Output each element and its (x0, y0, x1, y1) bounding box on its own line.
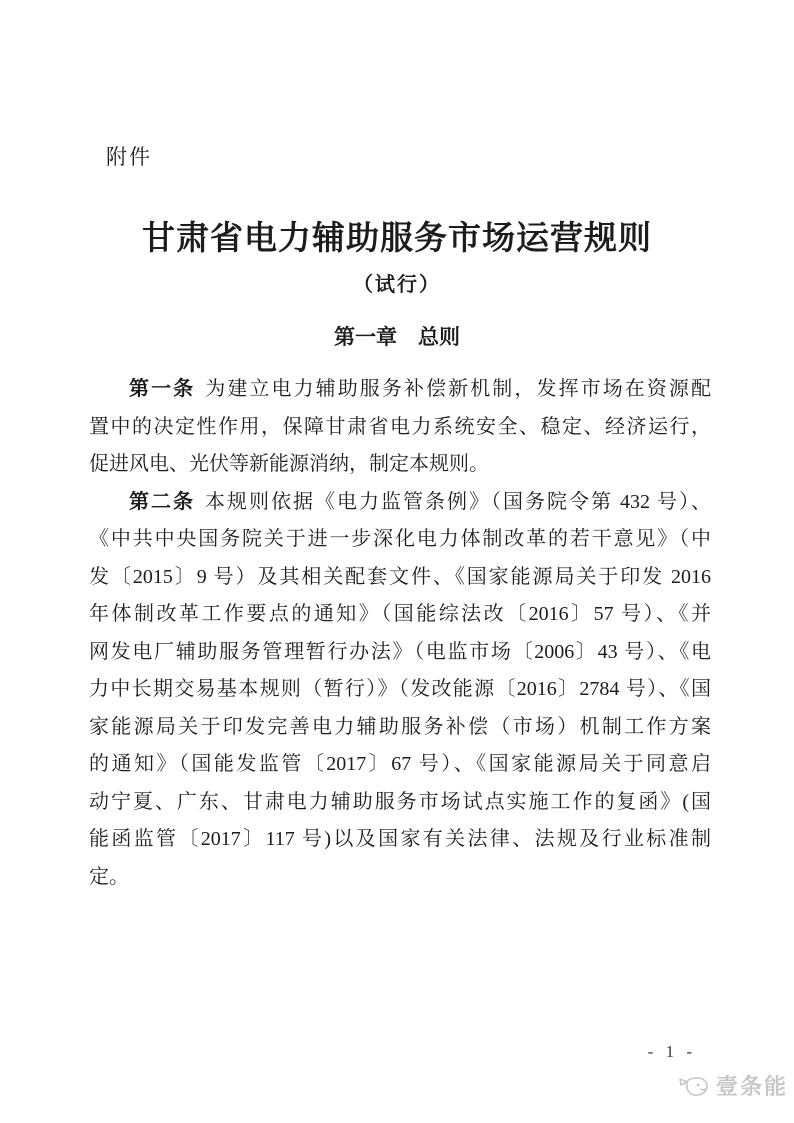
text-line: 网发电厂辅助服务管理暂行办法》（电监市场〔2006〕43 号）、《电 (89, 640, 711, 663)
text-line: 促进风电、光伏等新能源消纳，制定本规则。 (89, 453, 489, 475)
page-number: - 1 - (647, 1042, 696, 1061)
text-line: 《中共中央国务院关于进一步深化电力体制改革的若干意见》（中 (89, 528, 711, 550)
text-line: 年体制改革工作要点的通知》（国能综法改〔2016〕57 号）、《并 (89, 603, 711, 625)
article-2 (89, 484, 711, 897)
article-2-label: 第二条 (129, 490, 195, 513)
text-line: 能函监管〔2017〕117 号)以及国家有关法律、法规及行业标准制 (89, 828, 711, 850)
text-segment: 为建立电力辅助服务补偿新机制，发挥市场在资源配 (205, 378, 712, 400)
document-body (89, 371, 711, 896)
text-line: 置中的决定性作用，保障甘肃省电力系统安全、稳定、经济运行， (89, 415, 711, 438)
text-line (89, 371, 711, 409)
attachment-label: 附件 (106, 145, 152, 169)
article-1-label: 第一条 (129, 378, 196, 400)
text-line: 的通知》（国能发监管〔2017〕67 号）、《国家能源局关于同意启 (89, 753, 711, 775)
text-segment: 本规则依据《电力监管条例》（国务院令第 432 号）、 (205, 490, 711, 513)
text-line: 定。 (89, 865, 129, 888)
brand-name: 壹条能 (715, 1074, 788, 1099)
document-title: 甘肃省电力辅助服务市场运营规则 (142, 219, 652, 256)
fish-logo-icon (677, 1073, 711, 1099)
text-line: 发〔2015〕9 号）及其相关配套文件、《国家能源局关于印发 2016 (89, 565, 711, 588)
text-line: 动宁夏、广东、甘肃电力辅助服务市场试点实施工作的复函》(国 (89, 790, 711, 813)
brand-watermark (677, 1070, 788, 1101)
document-subtitle: （试行） (353, 274, 441, 296)
text-line: 力中长期交易基本规则（暂行）》（发改能源〔2016〕2784 号）、《国 (89, 678, 711, 700)
text-line: 家能源局关于印发完善电力辅助服务补偿（市场）机制工作方案 (89, 715, 711, 738)
text-line (89, 484, 711, 522)
chapter-heading: 第一章 总则 (334, 325, 460, 349)
article-1 (89, 371, 711, 484)
